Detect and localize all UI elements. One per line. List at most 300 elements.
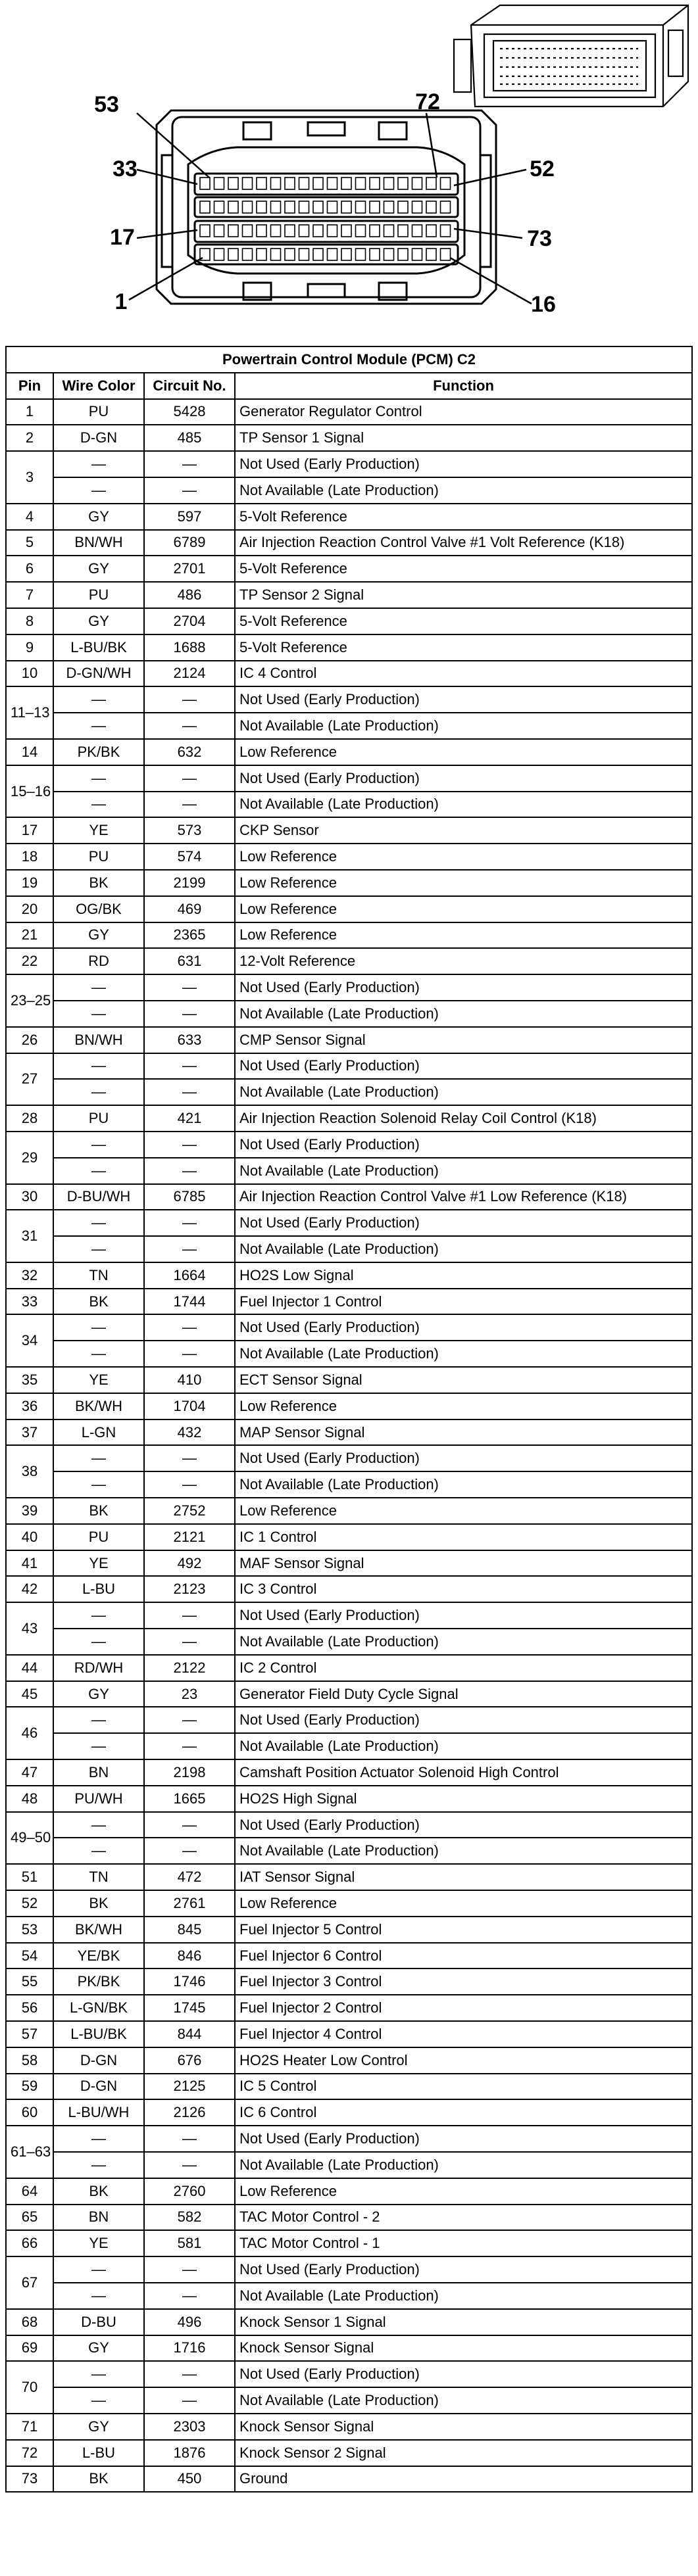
pin-cavity	[426, 225, 436, 237]
circuit-cell: 2760	[144, 2178, 235, 2205]
wire-color-cell: OG/BK	[53, 896, 144, 922]
table-row	[6, 2152, 692, 2178]
pin-cavity	[426, 201, 436, 213]
wire-color-cell: L-BU	[53, 1576, 144, 1602]
table-row	[6, 661, 692, 687]
circuit-cell: —	[144, 1001, 235, 1027]
table-row	[6, 1629, 692, 1655]
wire-color-cell: —	[53, 1236, 144, 1262]
table-row	[6, 2414, 692, 2440]
pin-cell: 71	[6, 2414, 53, 2440]
circuit-cell: 450	[144, 2466, 235, 2493]
wire-color-cell: D-GN/WH	[53, 661, 144, 687]
circuit-cell: 2701	[144, 556, 235, 582]
circuit-cell: 2199	[144, 870, 235, 896]
function-cell: TAC Motor Control - 1	[235, 2230, 692, 2256]
circuit-cell: 581	[144, 2230, 235, 2256]
function-cell: Not Available (Late Production)	[235, 1471, 692, 1498]
function-cell: 5-Volt Reference	[235, 634, 692, 661]
pin-cavity	[285, 201, 295, 213]
table-row	[6, 1367, 692, 1393]
table-row	[6, 844, 692, 870]
pin-cavity	[398, 201, 408, 213]
pin-cell: 37	[6, 1419, 53, 1446]
wire-color-cell: BK	[53, 1890, 144, 1917]
wire-color-cell: —	[53, 1838, 144, 1864]
circuit-cell: 845	[144, 1917, 235, 1943]
wire-color-cell: L-BU/BK	[53, 634, 144, 661]
pin-cell: 55	[6, 1968, 53, 1995]
circuit-cell: 597	[144, 504, 235, 530]
pin-cell: 20	[6, 896, 53, 922]
pin-cavity	[398, 249, 408, 260]
table-row	[6, 2387, 692, 2414]
table-row	[6, 451, 692, 477]
pin-cell: 10	[6, 661, 53, 687]
wire-color-cell: L-GN	[53, 1419, 144, 1446]
pin-cell: 42	[6, 1576, 53, 1602]
circuit-cell: 2125	[144, 2074, 235, 2100]
wire-color-cell: GY	[53, 2414, 144, 2440]
function-cell: TAC Motor Control - 2	[235, 2205, 692, 2231]
wire-color-cell: GY	[53, 922, 144, 949]
pin-cell: 65	[6, 2205, 53, 2231]
function-cell: IC 6 Control	[235, 2099, 692, 2126]
function-cell: Low Reference	[235, 1393, 692, 1419]
pin-cell: 54	[6, 1943, 53, 1969]
circuit-cell: 2123	[144, 1576, 235, 1602]
function-cell: Low Reference	[235, 1498, 692, 1524]
pin-cell: 6	[6, 556, 53, 582]
table-row	[6, 608, 692, 634]
callout-17: 17	[110, 225, 135, 250]
function-cell: Low Reference	[235, 1890, 692, 1917]
pin-cavity	[356, 201, 366, 213]
pin-cell: 27	[6, 1053, 53, 1106]
pin-cavity	[441, 178, 451, 189]
pin-cell: 38	[6, 1445, 53, 1498]
circuit-cell: —	[144, 792, 235, 818]
table-row	[6, 1132, 692, 1158]
pin-cell: 60	[6, 2099, 53, 2126]
function-cell: Low Reference	[235, 922, 692, 949]
wire-color-cell: —	[53, 2256, 144, 2283]
function-cell: Knock Sensor Signal	[235, 2335, 692, 2362]
pin-cavity	[299, 249, 309, 260]
circuit-cell: —	[144, 1707, 235, 1733]
wire-color-cell: —	[53, 1158, 144, 1184]
function-cell: Not Available (Late Production)	[235, 713, 692, 739]
table-row	[6, 1236, 692, 1262]
wire-color-cell: GY	[53, 504, 144, 530]
circuit-cell: 633	[144, 1027, 235, 1053]
pin-cavity	[370, 201, 380, 213]
circuit-cell: 421	[144, 1105, 235, 1132]
table-row	[6, 1602, 692, 1629]
function-cell: HO2S Low Signal	[235, 1262, 692, 1289]
pin-cavity	[356, 225, 366, 237]
function-cell: TP Sensor 2 Signal	[235, 582, 692, 608]
wire-color-cell: PU/WH	[53, 1786, 144, 1812]
circuit-cell: 2761	[144, 1890, 235, 1917]
table-row	[6, 2230, 692, 2256]
function-cell: Fuel Injector 1 Control	[235, 1289, 692, 1315]
table-row	[6, 1707, 692, 1733]
pin-cavity	[384, 201, 394, 213]
pin-cavity	[341, 249, 351, 260]
wire-color-cell: GY	[53, 556, 144, 582]
col-header-wire-color: Wire Color	[53, 373, 144, 399]
function-cell: Not Used (Early Production)	[235, 1602, 692, 1629]
circuit-cell: 632	[144, 739, 235, 765]
table-row	[6, 922, 692, 949]
table-row	[6, 765, 692, 792]
pin-cavity	[200, 201, 210, 213]
pin-cavity	[299, 225, 309, 237]
wire-color-cell: YE	[53, 1550, 144, 1577]
pin-cell: 46	[6, 1707, 53, 1759]
pin-cell: 39	[6, 1498, 53, 1524]
pin-cell: 26	[6, 1027, 53, 1053]
wire-color-cell: GY	[53, 2335, 144, 2362]
callout-53: 53	[94, 92, 119, 117]
table-row	[6, 1917, 692, 1943]
function-cell: Not Used (Early Production)	[235, 1812, 692, 1838]
pin-cell: 34	[6, 1314, 53, 1367]
function-cell: Not Used (Early Production)	[235, 1707, 692, 1733]
wire-color-cell: —	[53, 2126, 144, 2152]
pin-cell: 67	[6, 2256, 53, 2309]
circuit-cell: 496	[144, 2309, 235, 2335]
circuit-cell: 846	[144, 1943, 235, 1969]
pin-cell: 21	[6, 922, 53, 949]
table-row	[6, 399, 692, 425]
pin-cell: 35	[6, 1367, 53, 1393]
circuit-cell: 1716	[144, 2335, 235, 2362]
circuit-cell: 469	[144, 896, 235, 922]
function-cell: 5-Volt Reference	[235, 608, 692, 634]
function-cell: Not Available (Late Production)	[235, 1341, 692, 1367]
pin-cavity	[243, 249, 253, 260]
table-row	[6, 1053, 692, 1080]
circuit-cell: —	[144, 1341, 235, 1367]
pin-cell: 30	[6, 1184, 53, 1210]
circuit-cell: —	[144, 1158, 235, 1184]
wire-color-cell: BN/WH	[53, 530, 144, 556]
pin-cavity	[214, 201, 224, 213]
table-row	[6, 1576, 692, 1602]
wire-color-cell: L-GN/BK	[53, 1995, 144, 2021]
pin-cell: 28	[6, 1105, 53, 1132]
wire-color-cell: —	[53, 477, 144, 504]
table-row	[6, 1027, 692, 1053]
pin-cavity	[228, 225, 238, 237]
pin-cavity	[271, 201, 281, 213]
wire-color-cell: YE	[53, 817, 144, 844]
wire-color-cell: —	[53, 1341, 144, 1367]
wire-color-cell: PU	[53, 399, 144, 425]
circuit-cell: 486	[144, 582, 235, 608]
callout-16: 16	[531, 292, 556, 317]
table-row	[6, 1158, 692, 1184]
wire-color-cell: BN	[53, 2205, 144, 2231]
function-cell: Not Available (Late Production)	[235, 2283, 692, 2309]
circuit-cell: 573	[144, 817, 235, 844]
pin-cavity	[412, 178, 422, 189]
circuit-cell: 485	[144, 425, 235, 451]
pin-cell: 1	[6, 399, 53, 425]
pin-cell: 40	[6, 1524, 53, 1550]
function-cell: Low Reference	[235, 2178, 692, 2205]
pin-cell: 2	[6, 425, 53, 451]
circuit-cell: —	[144, 1602, 235, 1629]
table-row	[6, 1759, 692, 1786]
table-row	[6, 2283, 692, 2309]
table-row	[6, 1524, 692, 1550]
table-row	[6, 1445, 692, 1471]
pin-cell: 29	[6, 1132, 53, 1184]
function-cell: Not Used (Early Production)	[235, 1210, 692, 1236]
wire-color-cell: —	[53, 451, 144, 477]
pin-cell: 5	[6, 530, 53, 556]
table-row	[6, 556, 692, 582]
function-cell: Not Available (Late Production)	[235, 2152, 692, 2178]
pin-cavity	[257, 249, 266, 260]
pin-cavity	[398, 225, 408, 237]
pin-cavity	[243, 225, 253, 237]
wire-color-cell: L-BU/WH	[53, 2099, 144, 2126]
wire-color-cell: —	[53, 1812, 144, 1838]
function-cell: IC 5 Control	[235, 2074, 692, 2100]
wire-color-cell: RD/WH	[53, 1655, 144, 1681]
wire-color-cell: D-BU/WH	[53, 1184, 144, 1210]
table-row	[6, 1471, 692, 1498]
pin-cavity	[285, 249, 295, 260]
circuit-cell: —	[144, 1236, 235, 1262]
wire-color-cell: —	[53, 765, 144, 792]
table-row	[6, 948, 692, 974]
pin-cell: 23–25	[6, 974, 53, 1027]
pin-cavity	[257, 225, 266, 237]
wire-color-cell: PK/BK	[53, 1968, 144, 1995]
wire-color-cell: BK/WH	[53, 1917, 144, 1943]
table-row	[6, 1184, 692, 1210]
pin-cell: 56	[6, 1995, 53, 2021]
circuit-cell: 2124	[144, 661, 235, 687]
wire-color-cell: BN/WH	[53, 1027, 144, 1053]
pin-cell: 61–63	[6, 2126, 53, 2178]
pin-cavity	[370, 178, 380, 189]
pin-cavity	[384, 225, 394, 237]
pin-cavity	[271, 249, 281, 260]
function-cell: ECT Sensor Signal	[235, 1367, 692, 1393]
pin-cell: 36	[6, 1393, 53, 1419]
pin-cell: 69	[6, 2335, 53, 2362]
pin-cavity	[285, 178, 295, 189]
pin-cell: 19	[6, 870, 53, 896]
circuit-cell: 1876	[144, 2440, 235, 2466]
pin-table-body	[6, 399, 692, 2493]
pin-cell: 47	[6, 1759, 53, 1786]
col-header-function: Function	[235, 373, 692, 399]
callout-73: 73	[527, 226, 552, 251]
circuit-cell: —	[144, 2361, 235, 2387]
circuit-cell: 492	[144, 1550, 235, 1577]
wire-color-cell: —	[53, 1707, 144, 1733]
circuit-cell: 1744	[144, 1289, 235, 1315]
wire-color-cell: —	[53, 1210, 144, 1236]
wire-color-cell: BK	[53, 2178, 144, 2205]
pin-cavity	[398, 178, 408, 189]
function-cell: 5-Volt Reference	[235, 504, 692, 530]
function-cell: Low Reference	[235, 870, 692, 896]
table-row	[6, 2466, 692, 2493]
pin-cavity	[299, 178, 309, 189]
function-cell: Not Used (Early Production)	[235, 765, 692, 792]
function-cell: 12-Volt Reference	[235, 948, 692, 974]
pin-cavity	[441, 225, 451, 237]
circuit-cell: 432	[144, 1419, 235, 1446]
wire-color-cell: —	[53, 2283, 144, 2309]
table-row	[6, 1341, 692, 1367]
pin-cell: 66	[6, 2230, 53, 2256]
wire-color-cell: D-GN	[53, 2074, 144, 2100]
pin-cell: 7	[6, 582, 53, 608]
pin-cell: 48	[6, 1786, 53, 1812]
circuit-cell: —	[144, 1812, 235, 1838]
wire-color-cell: —	[53, 713, 144, 739]
function-cell: TP Sensor 1 Signal	[235, 425, 692, 451]
wire-color-cell: —	[53, 2387, 144, 2414]
circuit-cell: 2122	[144, 1655, 235, 1681]
connector-diagram	[0, 0, 698, 342]
function-cell: HO2S Heater Low Control	[235, 2047, 692, 2074]
circuit-cell: 676	[144, 2047, 235, 2074]
function-cell: Knock Sensor Signal	[235, 2414, 692, 2440]
table-row	[6, 2205, 692, 2231]
function-cell: Low Reference	[235, 739, 692, 765]
pin-cavity	[384, 178, 394, 189]
pin-cavity	[313, 178, 323, 189]
table-row	[6, 2099, 692, 2126]
pin-cell: 15–16	[6, 765, 53, 818]
table-row	[6, 713, 692, 739]
pin-cavity	[200, 225, 210, 237]
pin-cavity	[228, 201, 238, 213]
wire-color-cell: YE	[53, 2230, 144, 2256]
circuit-cell: —	[144, 765, 235, 792]
table-row	[6, 1968, 692, 1995]
function-cell: Not Available (Late Production)	[235, 1001, 692, 1027]
wire-color-cell: PK/BK	[53, 739, 144, 765]
function-cell: Not Available (Late Production)	[235, 1838, 692, 1864]
function-cell: Fuel Injector 2 Control	[235, 1995, 692, 2021]
pin-cell: 43	[6, 1602, 53, 1655]
circuit-cell: —	[144, 1471, 235, 1498]
table-row	[6, 739, 692, 765]
pin-cavity	[370, 249, 380, 260]
wire-color-cell: —	[53, 1445, 144, 1471]
circuit-cell: —	[144, 2126, 235, 2152]
function-cell: IC 2 Control	[235, 1655, 692, 1681]
circuit-cell: —	[144, 1079, 235, 1105]
pin-cavity	[228, 249, 238, 260]
connector-pin-cavities	[200, 178, 451, 260]
function-cell: Not Used (Early Production)	[235, 1445, 692, 1471]
pin-cavity	[356, 249, 366, 260]
table-row	[6, 477, 692, 504]
function-cell: Ground	[235, 2466, 692, 2493]
circuit-cell: 472	[144, 1864, 235, 1890]
function-cell: Not Available (Late Production)	[235, 792, 692, 818]
wire-color-cell: L-BU	[53, 2440, 144, 2466]
wire-color-cell: BK	[53, 2466, 144, 2493]
table-row	[6, 1812, 692, 1838]
table-row	[6, 896, 692, 922]
pin-cavity	[328, 225, 337, 237]
pin-cell: 44	[6, 1655, 53, 1681]
circuit-cell: 410	[144, 1367, 235, 1393]
function-cell: Not Used (Early Production)	[235, 2361, 692, 2387]
circuit-cell: —	[144, 974, 235, 1001]
pin-cell: 72	[6, 2440, 53, 2466]
function-cell: IC 1 Control	[235, 1524, 692, 1550]
pin-cell: 31	[6, 1210, 53, 1262]
table-row	[6, 1289, 692, 1315]
pin-cell: 18	[6, 844, 53, 870]
pin-cavity	[356, 178, 366, 189]
pin-cavity	[441, 249, 451, 260]
connector-isometric-view	[454, 5, 688, 107]
pin-cavity	[271, 178, 281, 189]
pin-cell: 73	[6, 2466, 53, 2493]
pin-cavity	[341, 225, 351, 237]
pin-cavity	[214, 249, 224, 260]
function-cell: Not Available (Late Production)	[235, 477, 692, 504]
circuit-cell: 1664	[144, 1262, 235, 1289]
table-row	[6, 2309, 692, 2335]
function-cell: Fuel Injector 6 Control	[235, 1943, 692, 1969]
circuit-cell: —	[144, 1733, 235, 1759]
table-row	[6, 2126, 692, 2152]
table-row	[6, 2361, 692, 2387]
function-cell: Not Used (Early Production)	[235, 1053, 692, 1080]
function-cell: Knock Sensor 1 Signal	[235, 2309, 692, 2335]
wire-color-cell: TN	[53, 1262, 144, 1289]
table-row	[6, 530, 692, 556]
table-row	[6, 582, 692, 608]
circuit-cell: 5428	[144, 399, 235, 425]
circuit-cell: 6789	[144, 530, 235, 556]
wire-color-cell: BK	[53, 1498, 144, 1524]
function-cell: Not Used (Early Production)	[235, 1314, 692, 1341]
table-title: Powertrain Control Module (PCM) C2	[6, 346, 692, 373]
circuit-cell: —	[144, 2152, 235, 2178]
table-row	[6, 2440, 692, 2466]
function-cell: Generator Regulator Control	[235, 399, 692, 425]
function-cell: CKP Sensor	[235, 817, 692, 844]
table-row	[6, 792, 692, 818]
wire-color-cell: YE/BK	[53, 1943, 144, 1969]
pin-cell: 57	[6, 2021, 53, 2047]
callout-33: 33	[112, 156, 137, 181]
wire-color-cell: BK	[53, 870, 144, 896]
circuit-cell: 582	[144, 2205, 235, 2231]
circuit-cell: —	[144, 1314, 235, 1341]
circuit-cell: —	[144, 451, 235, 477]
col-header-circuit: Circuit No.	[144, 373, 235, 399]
pin-cavity	[313, 225, 323, 237]
